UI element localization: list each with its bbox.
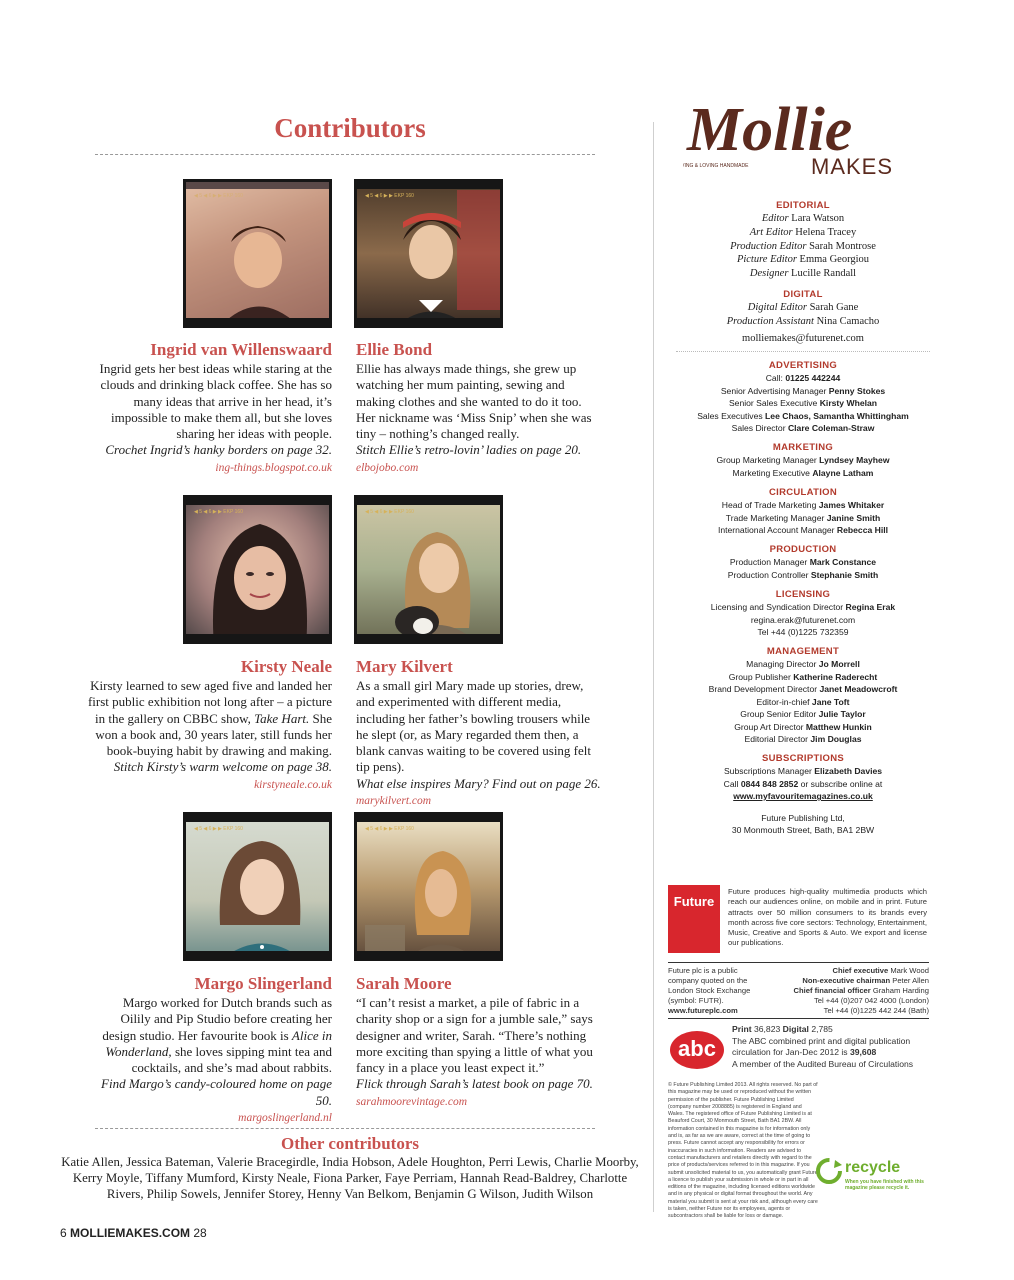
plc-role: Chief financial officer: [793, 986, 871, 995]
masthead-role: Editor-in-chief: [756, 696, 810, 707]
bio-cta: Find Margo’s candy-coloured home on page 50.: [101, 1076, 332, 1108]
masthead-row: [668, 410, 938, 422]
contributor-bio-ingrid: [90, 361, 332, 476]
masthead-person: James Whitaker: [818, 500, 885, 511]
call-number: 0844 848 2852: [740, 778, 799, 789]
masthead-role: Licensing and Syndication Director: [710, 602, 844, 613]
publisher-address: 30 Monmouth Street, Bath, BA1 2BW: [731, 824, 875, 835]
logo-tagline: LIVING & LOVING HANDMADE: [683, 163, 749, 169]
plc-person: Mark Wood: [890, 966, 929, 975]
other-contributors-title: Other contributors: [280, 1134, 420, 1153]
masthead-role: Sales Executives: [697, 410, 763, 421]
bio-text-part: She won a book and, 30 years later, still funds her book-buying habit by drawing and making.: [95, 710, 332, 759]
plc-tel: Tel +44 (0)207 042 4000 (London): [813, 996, 929, 1005]
plc-row: [759, 986, 929, 996]
masthead-person: Rebecca Hill: [836, 525, 889, 536]
contributor-name-ingrid: Ingrid van Willenswaard: [150, 340, 332, 359]
masthead-person: Jane Toft: [811, 696, 850, 707]
masthead: [668, 192, 938, 836]
masthead-row: [668, 240, 938, 254]
masthead-person: Lara Watson: [791, 213, 845, 224]
plc-left: [668, 966, 768, 1016]
abc-line: The ABC combined print and digital publication circulation for Jan-Dec 2012 is: [732, 1035, 911, 1058]
logo-word: MAKES: [811, 154, 894, 179]
masthead-row: [668, 267, 938, 281]
abc-statement: [732, 1036, 932, 1059]
masthead-heading-production: PRODUCTION: [769, 544, 837, 556]
masthead-row: [668, 212, 938, 226]
contributor-name-margo: Margo Slingerland: [194, 974, 332, 993]
masthead-heading-editorial: EDITORIAL: [776, 200, 830, 211]
masthead-role: Production Editor: [730, 240, 807, 252]
future-section: [668, 885, 929, 953]
publisher-name: Future Publishing Ltd,: [761, 812, 845, 823]
masthead-person: Regina Erak: [845, 602, 896, 613]
masthead-role: Editor: [761, 213, 789, 224]
bio-text: As a small girl Mary made up stories, drew, and experimented with different media, including her father’s bowling trousers while he slept (or, as Mary regarded them then, a blank canvas waiting to be covered using felt tip pens).: [356, 678, 592, 775]
bio-text: [90, 995, 332, 1076]
contributor-bio-ellie: [356, 361, 601, 476]
masthead-heading-digital: DIGITAL: [783, 288, 823, 300]
masthead-row: [668, 721, 938, 733]
bio-cta: Flick through Sarah’s latest book on page 70.: [356, 1076, 593, 1092]
bio-cta: Stitch Ellie’s retro-lovin’ ladies on page 20.: [356, 442, 582, 458]
masthead-call: [668, 372, 938, 384]
masthead-row: [668, 454, 938, 466]
masthead-role: Designer: [749, 268, 789, 280]
contributor-name-ellie: Ellie Bond: [356, 340, 433, 359]
masthead-role: International Account Manager: [717, 525, 835, 536]
bio-cta: Crochet Ingrid’s hanky borders on page 32.: [105, 442, 332, 458]
contributor-photo-ingrid: ◀ 5 ◀ 6 ▶ ▶ EKP 160: [183, 179, 332, 328]
plc-right: [759, 966, 929, 1016]
bio-text-part: Margo worked for Dutch brands such as Oilily and Pip Studio before creating her design studio. Her favourite book is: [102, 995, 332, 1043]
masthead-row: [668, 601, 938, 613]
masthead-heading-circulation: CIRCULATION: [768, 487, 838, 499]
masthead-role: Subscriptions Manager: [723, 766, 812, 777]
masthead-role: Trade Marketing Manager: [725, 512, 825, 523]
abc-logo: abc: [670, 1031, 724, 1069]
plc-role: Non-executive chairman: [802, 976, 891, 985]
masthead-row: [668, 385, 938, 397]
masthead-row: [668, 397, 938, 409]
masthead-row: [668, 315, 938, 329]
subscriptions-url[interactable]: www.myfavouritemagazines.co.uk: [733, 791, 873, 802]
masthead-role: Group Marketing Manager: [716, 455, 817, 466]
abc-digital-value: 2,785: [811, 1024, 833, 1034]
recycle-badge: [815, 1155, 935, 1195]
masthead-person: Nina Camacho: [816, 315, 880, 327]
masthead-person: Kirsty Whelan: [819, 398, 878, 409]
page-number-left: 6: [60, 1226, 67, 1240]
masthead-role: Sales Director: [731, 423, 786, 433]
page-number-right: 28: [193, 1226, 207, 1240]
bio-cta: Stitch Kirsty’s warm welcome on page 38.: [113, 759, 332, 775]
contributor-name-sarah: Sarah Moore: [356, 974, 452, 993]
masthead-person: Elizabeth Davies: [814, 766, 883, 777]
plc-person: Peter Allen: [892, 976, 929, 985]
contributor-site-link[interactable]: kirstyneale.co.uk: [254, 778, 332, 791]
legal-text: © Future Publishing Limited 2013. All rights reserved. No part of this magazine may be used or reproduced without the written permission of the publisher. Future Publishing Limited (company number 2008885) is registered in England and Wales. The registered office of Future Publishing Limited is at Beauford Court, 30 Monmouth Street, Bath BA1 2BW. All information contained in this magazine is for information only and is, as far as we are aware, correct at the time of going to press. Future cannot accept any responsibility for errors or inaccuracies in such information. Readers are advised to contact manufacturers and retailers directly with regard to the price of products/services referred to in this magazine. If you submit unsolicited material to us, you automatically grant Future a licence to publish your submission in whole or in part in all editions of the magazine, including licensed editions worldwide and in any physical or digital format throughout the world. Any material you submit is sent at your risk and, although every care is taken, neither Future nor its employees, agents or subcontractors shall be liable for loss or damage.: [668, 1082, 818, 1220]
masthead-person: Janet Meadowcroft: [819, 684, 898, 695]
call-suffix: or subscribe online at: [800, 778, 883, 789]
masthead-role: Group Publisher: [728, 671, 791, 682]
masthead-role: Senior Sales Executive: [728, 398, 818, 409]
abc-section: [668, 1018, 929, 1083]
plc-description: Future plc is a public company quoted on the London Stock Exchange (symbol: FUTR).: [668, 966, 751, 1005]
bio-text-part: she loves sipping mint tea and cocktails, and she’s mad about rabbits.: [131, 1043, 332, 1076]
contributor-site-link[interactable]: ing-things.blogspot.co.uk: [215, 461, 332, 474]
abc-combined: 39,608: [849, 1047, 877, 1058]
masthead-heading-subscriptions: SUBSCRIPTIONS: [761, 753, 845, 765]
recycle-message: When you have finished with this magazine please recycle it.: [845, 1179, 924, 1191]
recycle-word: recycle: [845, 1159, 901, 1176]
mollie-makes-logo: [683, 88, 923, 183]
masthead-row: [668, 658, 938, 670]
contributor-photo-mary: ◀ 5 ◀ 6 ▶ ▶ EKP 160: [354, 495, 503, 644]
licensing-tel: Tel +44 (0)1225 732359: [757, 627, 849, 638]
call-number: 01225 442244: [785, 373, 841, 384]
contributor-name-kirsty: Kirsty Neale: [240, 657, 332, 676]
subscriptions-call: [668, 778, 938, 790]
masthead-row: [668, 524, 938, 536]
masthead-person: Sarah Montrose: [809, 240, 876, 252]
future-plc-info: [668, 962, 929, 1016]
masthead-person: Penny Stokes: [828, 385, 886, 396]
contributor-bio-kirsty: [86, 678, 332, 793]
contributor-site-link[interactable]: marykilvert.com: [356, 795, 432, 808]
abc-member: A member of the Audited Bureau of Circulations: [732, 1058, 914, 1069]
other-contributors-divider: [95, 1128, 595, 1129]
masthead-row: [668, 512, 938, 524]
masthead-row: [668, 671, 938, 683]
masthead-row: [668, 422, 938, 434]
masthead-row: [668, 301, 938, 315]
masthead-role: Group Art Director: [734, 721, 804, 732]
bio-show-title: Take Hart.: [254, 710, 310, 726]
masthead-row: [668, 733, 938, 745]
masthead-person: Jim Douglas: [810, 733, 862, 744]
bio-text: Ellie has always made things, she grew up watching her mum painting, sewing and making clothes and she wanted to do it too. Her nickname was ‘Miss Snip’ when she was tiny – nothing’s changed really.: [356, 361, 592, 442]
plc-row: [759, 966, 929, 976]
abc-text: [732, 1024, 932, 1070]
plc-url[interactable]: www.futureplc.com: [668, 1006, 738, 1015]
bio-text-part: Kirsty learned to sew aged five and landed her first public exhibition not long after – a picture in the gallery on CBBC show,: [87, 678, 332, 726]
abc-figures: [732, 1024, 932, 1036]
masthead-person: Katherine Raderecht: [793, 671, 878, 682]
masthead-person: Matthew Hunkin: [805, 721, 872, 732]
plc-person: Graham Harding: [872, 986, 929, 995]
masthead-role: Production Controller: [727, 569, 809, 580]
contributor-site-link[interactable]: margoslingerland.nl: [238, 1112, 332, 1125]
masthead-person: Alayne Latham: [812, 467, 874, 478]
masthead-role: Editorial Director: [744, 733, 809, 744]
masthead-row: [668, 556, 938, 568]
masthead-person: Janine Smith: [826, 512, 881, 523]
masthead-heading-advertising: ADVERTISING: [768, 360, 838, 372]
page-title: Contributors: [274, 113, 426, 143]
contributor-bio-sarah: [356, 995, 601, 1110]
contributor-site-link[interactable]: sarahmoorevintage.com: [356, 1095, 468, 1108]
contributor-photo-kirsty: ◀ 5 ◀ 6 ▶ ▶ EKP 160: [183, 495, 332, 644]
masthead-person: Jo Morrell: [818, 659, 860, 670]
page-footer: [60, 1226, 207, 1240]
masthead-person: Clare Coleman-Straw: [787, 423, 875, 433]
plc-row: [759, 976, 929, 986]
masthead-person: Stephanie Smith: [810, 569, 879, 580]
masthead-person: Julie Taylor: [818, 709, 866, 720]
masthead-row: [668, 253, 938, 267]
recycle-icon: [815, 1157, 843, 1185]
masthead-role: Group Senior Editor: [740, 709, 817, 720]
bio-text: Ingrid gets her best ideas while staring at the clouds and drinking black coffee. She has so many ideas that arrive in her head, it’s impossible to make them all, but she loves sharing her ideas with people.: [99, 361, 332, 442]
other-contributors-list: Katie Allen, Jessica Bateman, Valerie Bracegirdle, India Hobson, Adele Houghton, Perri Lewis, Charlie Moorby, Kerry Moyle, Tiffany Mumford, Kirsty Neale, Fiona Parker, Faye Perriam, Hannah Read-Baldrey, Charlotte Rivers, Philip Sowels, Jennifer Storey, Henny Van Belkom, Benjamin G Wilson, Judith Wilson: [61, 1155, 639, 1201]
masthead-row: [668, 569, 938, 581]
future-blurb: Future produces high-quality multimedia products which reach our audiences online, on mobile and in print. Future attracts over 50 million consumers to its brands every month across five core sectors: Technology, Entertainment, Music, Creative and Sports & Auto. We export and license our publications.: [728, 887, 927, 948]
title-divider: [95, 154, 595, 155]
masthead-heading-marketing: MARKETING: [772, 442, 834, 454]
masthead-role: Picture Editor: [736, 254, 797, 266]
masthead-heading-management: MANAGEMENT: [766, 646, 840, 658]
masthead-role: Brand Development Director: [708, 684, 818, 695]
bio-book-title: Alice in Wonderland,: [105, 1027, 332, 1059]
bio-text: [86, 678, 332, 759]
masthead-row: [668, 467, 938, 479]
contributor-photo-sarah: ◀ 5 ◀ 6 ▶ ▶ EKP 160: [354, 812, 503, 961]
abc-print-label: Print: [732, 1024, 752, 1034]
masthead-heading-licensing: LICENSING: [775, 589, 831, 601]
footer-site[interactable]: MOLLIEMAKES.COM: [70, 1226, 191, 1240]
masthead-role: Digital Editor: [747, 301, 807, 313]
contributor-bio-mary: [356, 678, 604, 809]
masthead-role: Art Editor: [749, 226, 793, 238]
abc-print-value: 36,823: [753, 1024, 781, 1034]
masthead-divider: [676, 351, 930, 352]
future-logo: Future: [668, 885, 720, 953]
abc-digital-label: Digital: [782, 1024, 809, 1034]
contributor-site-link[interactable]: elbojobo.com: [356, 461, 419, 474]
bio-cta: What else inspires Mary? Find out on page 26.: [356, 775, 601, 791]
call-label: Call:: [765, 373, 783, 384]
masthead-person: Mark Constance: [809, 557, 877, 568]
masthead-role: Senior Advertising Manager: [720, 385, 827, 396]
masthead-person: Lyndsey Mayhew: [819, 455, 890, 466]
masthead-person: Sarah Gane: [809, 301, 859, 313]
licensing-email[interactable]: regina.erak@futurenet.com: [750, 614, 856, 625]
masthead-row: [668, 499, 938, 511]
masthead-email[interactable]: molliemakes@futurenet.com: [742, 332, 864, 344]
logo-script: Mollie: [687, 96, 853, 164]
call-label: Call: [723, 778, 739, 789]
masthead-role: Managing Director: [746, 659, 817, 670]
masthead-role: Marketing Executive: [732, 467, 810, 478]
plc-tel: Tel +44 (0)1225 442 244 (Bath): [823, 1006, 929, 1015]
masthead-row: [668, 708, 938, 720]
masthead-role: Production Manager: [729, 557, 808, 568]
masthead-person: Lee Chaos, Samantha Whittingham: [765, 410, 909, 421]
plc-role: Chief executive: [832, 966, 889, 975]
masthead-person: Emma Georgiou: [799, 254, 870, 266]
contributor-bio-margo: [90, 995, 332, 1126]
masthead-person: Lucille Randall: [791, 268, 857, 280]
contributor-photo-margo: ◀ 5 ◀ 6 ▶ ▶ EKP 160: [183, 812, 332, 961]
masthead-row: [668, 226, 938, 240]
masthead-row: [668, 696, 938, 708]
column-divider: [653, 122, 654, 1212]
contributor-name-mary: Mary Kilvert: [356, 657, 453, 676]
legal-notice: [668, 1082, 929, 1221]
contributor-photo-ellie: ◀ 5 ◀ 6 ▶ ▶ EKP 160: [354, 179, 503, 328]
masthead-role: Production Assistant: [726, 315, 814, 327]
masthead-row: [668, 683, 938, 695]
masthead-row: [668, 765, 938, 777]
bio-text: “I can’t resist a market, a pile of fabric in a charity shop or a sign for a jumble sale,” says designer and writer, Sarah. “There’s nothing more exciting than spying a little of what you fancy in a place you least expect it.”: [356, 995, 593, 1076]
masthead-person: Helena Tracey: [795, 226, 857, 238]
masthead-role: Head of Trade Marketing: [721, 500, 817, 511]
